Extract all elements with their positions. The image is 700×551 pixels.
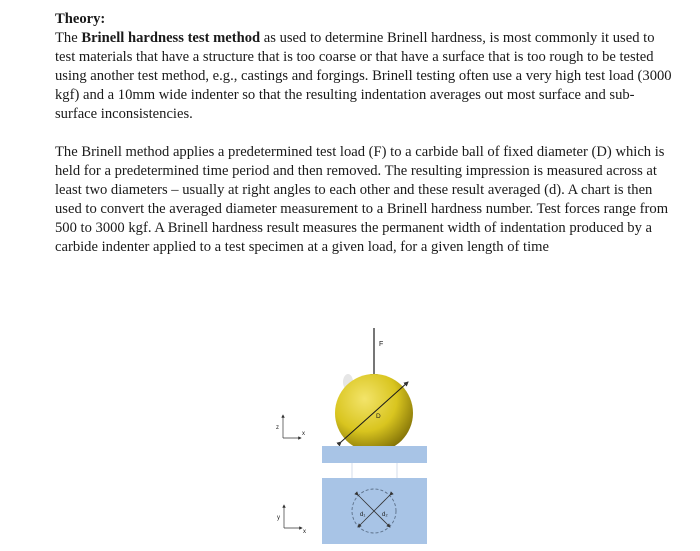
d2-label: d₂ <box>382 512 388 518</box>
side-axis-vertical-label: z <box>276 425 279 431</box>
theory-text-block <box>55 10 675 257</box>
d1-label: d₁ <box>360 512 366 518</box>
side-axis-horizontal-label: x <box>302 431 305 437</box>
force-label: F <box>379 341 384 348</box>
specimen-side-view <box>322 446 427 463</box>
ball-diameter-label: D <box>376 413 381 420</box>
theory-heading: Theory: <box>55 11 106 27</box>
paragraph-brinell-method: The Brinell method applies a predetermined test load (F) to a carbide ball of fixed diameter (D) which is held for a predetermined time period and then removed. The resulting impression is measured across at least two diameters – usually at right angles to each other and these result averaged (d). A chart is then used to convert the averaged diameter measurement to a Brinell hardness number. Test forces range from 500 to 3000 kgf. A Brinell hardness result measures the permanent width of indentation produced by a carbide indenter applied to a test specimen at a given load, for a given length of time <box>55 144 669 255</box>
brinell-method-term: Brinell hardness test method <box>81 30 261 46</box>
brinell-test-diagram <box>0 320 700 551</box>
top-axis-horizontal-label: x <box>303 529 306 535</box>
paragraph-intro-pre: The <box>55 30 82 46</box>
paragraph-intro-body: as used to determine Brinell hardness, is most commonly it used to test materials that have a structure that is too coarse or that have a surface that is too rough to be tested using another test method, e.g., castings and forgings. Brinell testing often use a very high test load (3000 kgf) and a 10mm wide indenter so that the resulting indentation averages out most surface and sub-surface inconsistencies. <box>55 30 672 122</box>
paragraph-brinell-intro <box>55 29 675 124</box>
top-axis-vertical-label: y <box>277 515 280 521</box>
